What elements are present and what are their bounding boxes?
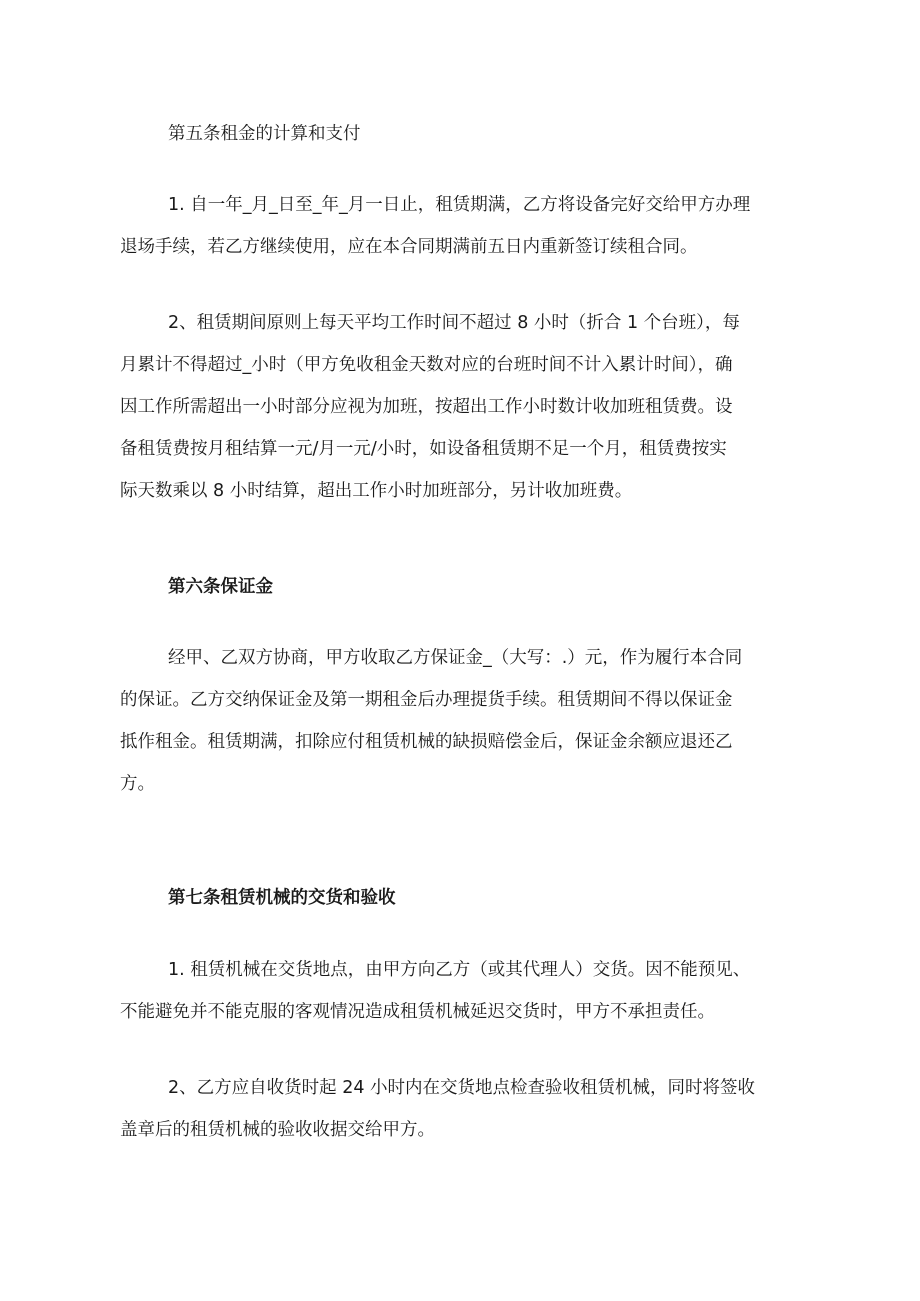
text-line: 2、租赁期间原则上每天平均工作时间不超过 8 小时（折合 1 个台班），每 bbox=[168, 313, 740, 333]
text-line: 退场手续，若乙方继续使用，应在本合同期满前五日内重新签订续租合同。 bbox=[120, 237, 698, 257]
text-line: 月累计不得超过_小时（甲方免收租金天数对应的台班时间不计入累计时间），确 bbox=[120, 355, 733, 375]
text-line: 际天数乘以 8 小时结算，超出工作小时加班部分，另计收加班费。 bbox=[120, 481, 633, 501]
article5-heading: 第五条租金的计算和支付 bbox=[168, 124, 361, 144]
text-line: 方。 bbox=[120, 774, 155, 794]
article7-paragraph-2 bbox=[120, 1067, 788, 1151]
text-line: 1. 自一年_月_日至_年_月一日止，租赁期满，乙方将设备完好交给甲方办理 bbox=[168, 195, 751, 215]
article5-paragraph-2 bbox=[120, 302, 788, 512]
text-line: 盖章后的租赁机械的验收收据交给甲方。 bbox=[120, 1120, 435, 1140]
article7-paragraph-1 bbox=[120, 949, 788, 1033]
text-line: 不能避免并不能克服的客观情况造成租赁机械延迟交货时，甲方不承担责任。 bbox=[120, 1002, 715, 1022]
text-line: 的保证。乙方交纳保证金及第一期租金后办理提货手续。租赁期间不得以保证金 bbox=[120, 690, 733, 710]
article5-paragraph-1 bbox=[120, 184, 788, 268]
text-line: 因工作所需超出一小时部分应视为加班，按超出工作小时数计收加班租赁费。设 bbox=[120, 397, 733, 417]
article7-heading: 第七条租赁机械的交货和验收 bbox=[168, 888, 396, 908]
text-line: 抵作租金。租赁期满，扣除应付租赁机械的缺损赔偿金后，保证金余额应退还乙 bbox=[120, 732, 733, 752]
article6-paragraph-1 bbox=[120, 637, 788, 805]
text-line: 2、乙方应自收货时起 24 小时内在交货地点检查验收租赁机械，同时将签收 bbox=[168, 1078, 756, 1098]
article6-heading: 第六条保证金 bbox=[168, 577, 273, 597]
text-line: 备租赁费按月租结算一元/月一元/小时，如设备租赁期不足一个月，租赁费按实 bbox=[120, 439, 727, 459]
text-line: 1. 租赁机械在交货地点，由甲方向乙方（或其代理人）交货。因不能预见、 bbox=[168, 960, 751, 980]
text-line: 经甲、乙双方协商，甲方收取乙方保证金_（大写：.）元，作为履行本合同 bbox=[168, 648, 743, 668]
